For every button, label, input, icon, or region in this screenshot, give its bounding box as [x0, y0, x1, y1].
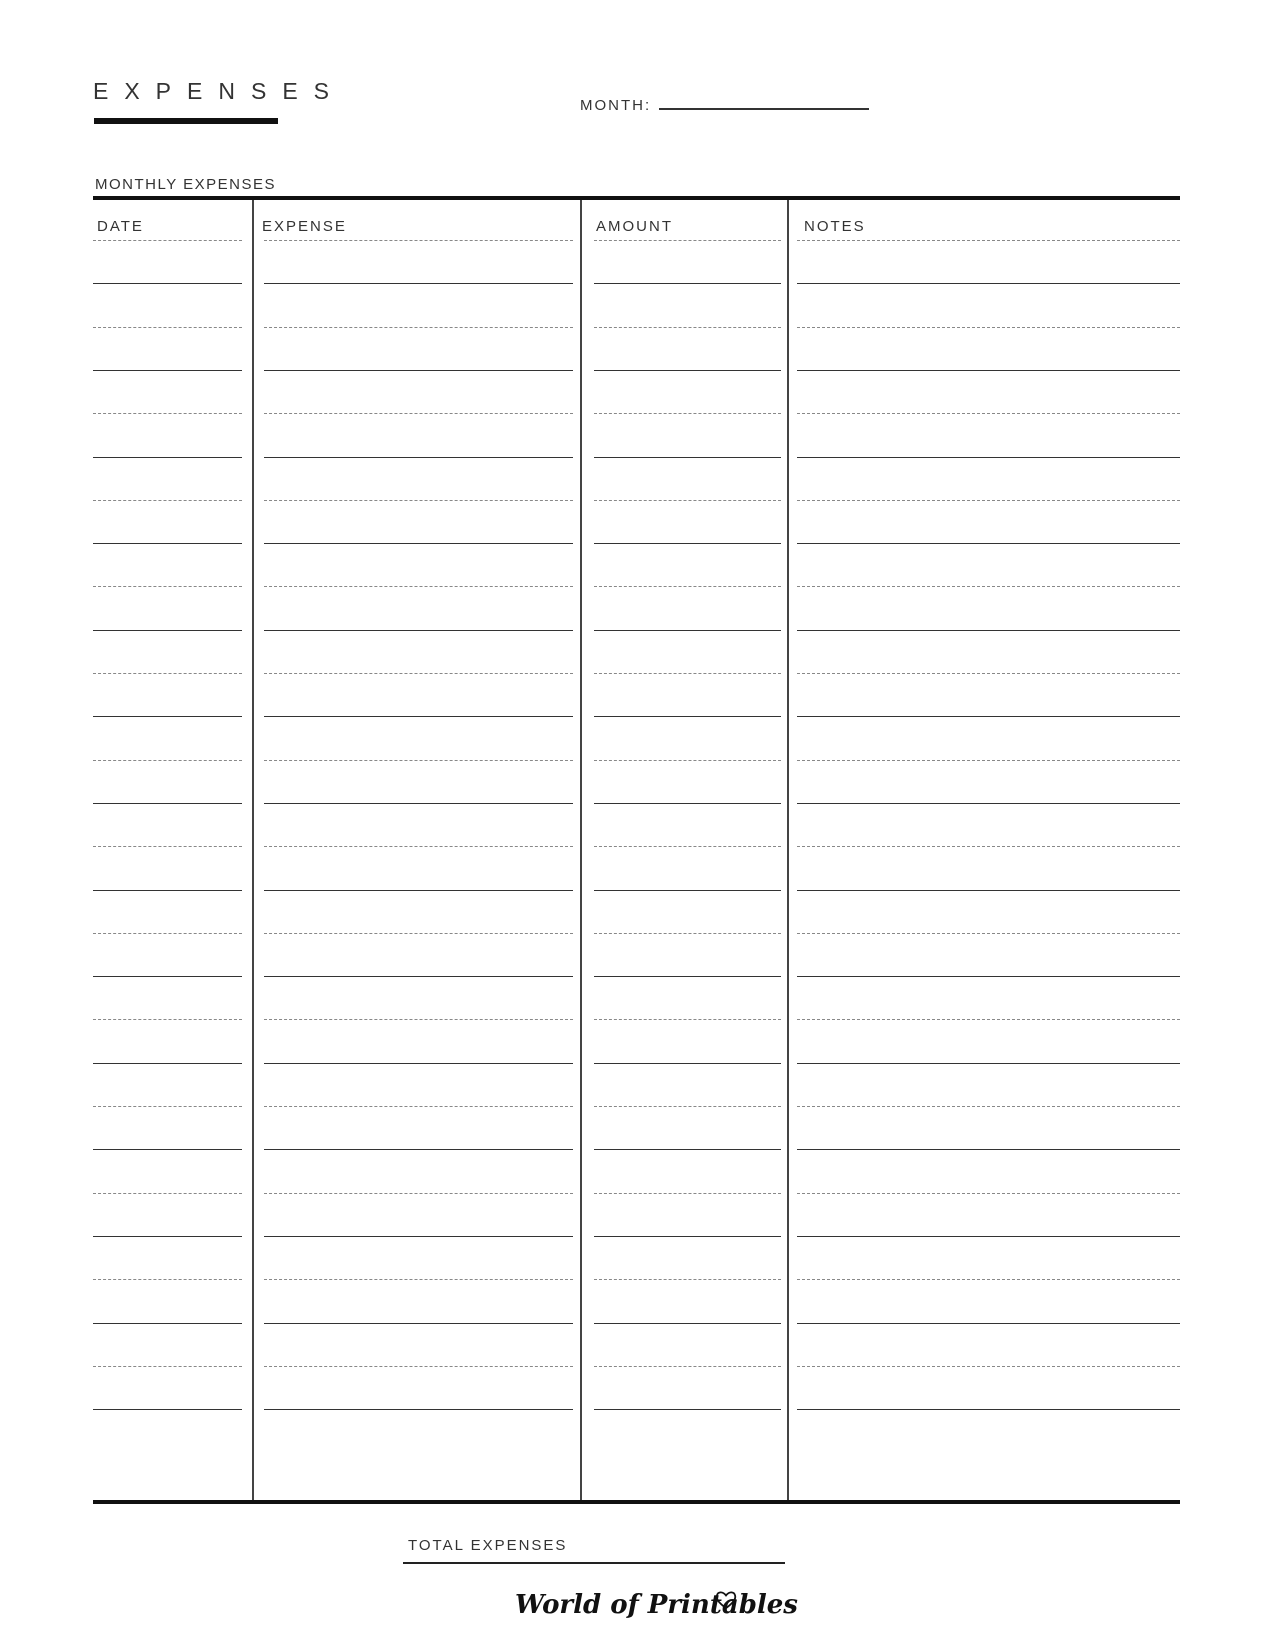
writing-line	[797, 543, 1180, 544]
total-expenses-input-line[interactable]	[403, 1562, 785, 1564]
writing-line	[264, 716, 573, 717]
writing-line	[93, 1063, 242, 1064]
dotted-rule	[93, 586, 242, 587]
writing-line	[93, 283, 242, 284]
writing-line	[93, 370, 242, 371]
dotted-rule	[264, 846, 573, 847]
writing-line	[594, 630, 781, 631]
dotted-rule	[594, 240, 781, 241]
dotted-rule	[594, 586, 781, 587]
writing-line	[797, 976, 1180, 977]
writing-line	[594, 1323, 781, 1324]
amount-column-lines[interactable]	[594, 240, 781, 1495]
writing-line	[797, 283, 1180, 284]
notes-column-lines[interactable]	[797, 240, 1180, 1495]
writing-line	[93, 543, 242, 544]
writing-line	[264, 890, 573, 891]
writing-line	[264, 457, 573, 458]
brand-logo: World of Printables	[515, 1590, 798, 1620]
dotted-rule	[264, 327, 573, 328]
date-column-lines[interactable]	[93, 240, 242, 1495]
writing-line	[264, 1149, 573, 1150]
dotted-rule	[93, 240, 242, 241]
dotted-rule	[594, 1279, 781, 1280]
dotted-rule	[93, 760, 242, 761]
writing-line	[93, 803, 242, 804]
writing-line	[264, 1323, 573, 1324]
dotted-rule	[594, 760, 781, 761]
dotted-rule	[93, 327, 242, 328]
writing-line	[93, 1409, 242, 1410]
writing-line	[797, 1149, 1180, 1150]
writing-line	[93, 1236, 242, 1237]
writing-line	[264, 976, 573, 977]
writing-line	[594, 1149, 781, 1150]
dotted-rule	[264, 500, 573, 501]
writing-line	[264, 1409, 573, 1410]
column-divider	[787, 200, 789, 1500]
dotted-rule	[93, 1366, 242, 1367]
dotted-rule	[797, 933, 1180, 934]
writing-line	[594, 457, 781, 458]
dotted-rule	[594, 846, 781, 847]
dotted-rule	[797, 1279, 1180, 1280]
writing-line	[797, 803, 1180, 804]
writing-line	[93, 1323, 242, 1324]
dotted-rule	[797, 327, 1180, 328]
writing-line	[797, 370, 1180, 371]
dotted-rule	[594, 1366, 781, 1367]
writing-line	[594, 543, 781, 544]
dotted-rule	[594, 933, 781, 934]
writing-line	[594, 283, 781, 284]
column-header-amount: AMOUNT	[596, 218, 673, 235]
writing-line	[264, 543, 573, 544]
page-title: EXPENSES	[93, 78, 345, 104]
dotted-rule	[797, 240, 1180, 241]
writing-line	[93, 716, 242, 717]
writing-line	[797, 716, 1180, 717]
dotted-rule	[594, 1106, 781, 1107]
dotted-rule	[797, 760, 1180, 761]
writing-line	[594, 890, 781, 891]
heart-icon	[715, 1590, 737, 1610]
column-divider	[580, 200, 582, 1500]
dotted-rule	[594, 1019, 781, 1020]
section-title: MONTHLY EXPENSES	[95, 176, 276, 193]
dotted-rule	[264, 413, 573, 414]
writing-line	[264, 370, 573, 371]
dotted-rule	[264, 760, 573, 761]
writing-line	[797, 890, 1180, 891]
writing-line	[594, 1409, 781, 1410]
dotted-rule	[594, 413, 781, 414]
dotted-rule	[264, 1366, 573, 1367]
month-label: MONTH:	[580, 97, 652, 114]
writing-line	[264, 1063, 573, 1064]
column-header-expense: EXPENSE	[262, 218, 347, 235]
dotted-rule	[797, 1193, 1180, 1194]
dotted-rule	[594, 673, 781, 674]
dotted-rule	[797, 586, 1180, 587]
month-input-line[interactable]	[659, 108, 869, 110]
writing-line	[797, 1063, 1180, 1064]
dotted-rule	[93, 1279, 242, 1280]
dotted-rule	[264, 1279, 573, 1280]
dotted-rule	[93, 673, 242, 674]
dotted-rule	[797, 673, 1180, 674]
dotted-rule	[264, 1106, 573, 1107]
dotted-rule	[93, 1019, 242, 1020]
column-header-date: DATE	[97, 218, 144, 235]
writing-line	[264, 803, 573, 804]
writing-line	[797, 1409, 1180, 1410]
dotted-rule	[93, 1193, 242, 1194]
total-expenses-label: TOTAL EXPENSES	[408, 1537, 568, 1554]
dotted-rule	[594, 327, 781, 328]
writing-line	[797, 1236, 1180, 1237]
writing-line	[594, 1063, 781, 1064]
dotted-rule	[264, 673, 573, 674]
dotted-rule	[594, 1193, 781, 1194]
dotted-rule	[93, 1106, 242, 1107]
dotted-rule	[264, 240, 573, 241]
dotted-rule	[93, 933, 242, 934]
writing-line	[594, 803, 781, 804]
column-header-notes: NOTES	[804, 218, 866, 235]
writing-line	[594, 370, 781, 371]
writing-line	[594, 1236, 781, 1237]
dotted-rule	[797, 500, 1180, 501]
writing-line	[93, 630, 242, 631]
table-bottom-border	[93, 1500, 1180, 1504]
title-underline	[94, 118, 278, 124]
dotted-rule	[93, 846, 242, 847]
dotted-rule	[594, 500, 781, 501]
writing-line	[93, 457, 242, 458]
dotted-rule	[264, 1193, 573, 1194]
writing-line	[93, 1149, 242, 1150]
table-top-border	[93, 196, 1180, 200]
dotted-rule	[264, 933, 573, 934]
writing-line	[797, 457, 1180, 458]
dotted-rule	[797, 1019, 1180, 1020]
dotted-rule	[797, 846, 1180, 847]
writing-line	[594, 716, 781, 717]
dotted-rule	[264, 586, 573, 587]
dotted-rule	[797, 1366, 1180, 1367]
writing-line	[264, 1236, 573, 1237]
dotted-rule	[797, 1106, 1180, 1107]
writing-line	[797, 630, 1180, 631]
dotted-rule	[93, 413, 242, 414]
writing-line	[594, 976, 781, 977]
writing-line	[93, 890, 242, 891]
dotted-rule	[264, 1019, 573, 1020]
dotted-rule	[797, 413, 1180, 414]
dotted-rule	[93, 500, 242, 501]
writing-line	[93, 976, 242, 977]
expense-column-lines[interactable]	[264, 240, 573, 1495]
writing-line	[264, 283, 573, 284]
writing-line	[264, 630, 573, 631]
writing-line	[797, 1323, 1180, 1324]
column-divider	[252, 200, 254, 1500]
